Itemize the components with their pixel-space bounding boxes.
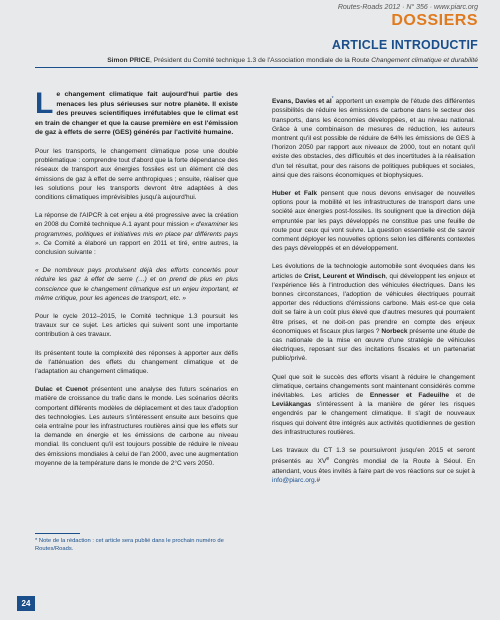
paragraph-text: et de [448,392,475,400]
paragraph: Pour les transports, le changement climatique pose une double problématique : comprendre tout d'abord que la forte dépendance des réseaux de transport aux énergies fossiles est un élément clé des émissions de gaz à effet de serre anthropiques ; ensuite, réaliser que les solutions pour les transports devront être adaptées à des conditions climatiques imprévisibles jusqu'à aujourd'hui. [35,147,238,201]
author-names: Norbeck [381,327,408,335]
paragraph-text: . Ce Comité a élaboré un rapport en 2011 et tiré, entre autres, la conclusion suivante : [35,239,238,256]
byline-role: , Président du Comité technique 1.3 de l'Association mondiale de la Route [149,57,372,64]
paragraph-text: pensent que nous devons envisager de nouvelles options pour la mobilité et les infrastructures de transport dans une société aux énergies post-fossiles. Ils soulignent que la direction déjà empruntée par les pays développés ne constitue pas une feuille de route pour ceux qui vont suivre. La question essentielle est de savoir comment déployer les nouvelles options selon les différents contextes des pays développés et en développement. [272,190,475,253]
paragraph-text: , qui développent les enjeux et l'expérience liés à l'introduction des véhicules électriques. Dans les bonnes circonstances, l'adoption de véhicules électriques pourrait apporter des réductions d'émissions carbone. Mais est-ce que cela doit se faire à un coût plus élevé que d'autres mesures qui pourraient être prises, et ne doit-on pas prendre en compte des enjeux économiques et fiscaux plus larges ? [272,272,475,335]
right-column [272,95,475,494]
footnote [35,538,245,554]
author-names: Ennesser et Fadeuilhe [369,392,449,400]
paragraph-text: Quel que soit le succès des efforts visant à réduire le changement climatique, certains changements sont maintenant considérés comme inévitables. Les articles de [272,373,475,400]
paragraph [272,189,475,253]
journal-issue-line: Routes-Roads 2012 · N° 356 · www.piarc.org [337,4,478,11]
footnote-text: Note de la rédaction : cet article sera publié dans le prochain numéro de Routes/Roads. [35,538,224,552]
paragraph [272,446,475,485]
left-column [35,87,239,477]
paragraph-text: .# [314,476,321,484]
paragraph-text: apportent un exemple de l'étude des différentes possibilités de réduire les émissions de carbone dans le secteur des transports, dans les économies développées, et au niveau national. Grâce à une combinaison de mesures de réduction, les auteurs montrent qu'il est possible de réduire de 64% les émissions de GES à l'horizon 2050 par rapport aux niveaux de 2000, tout en notant qu'il existe des obstacles, des difficultés et des incertitudes à la réalisation d'un tel résultat, pour des raisons de politiques publiques et sociales, ainsi que des raisons économiques et biophysiques. [272,98,475,179]
email-link[interactable]: info@piarc.org [272,476,315,484]
author-names: Evans, Davies et al [272,98,332,106]
paragraph-text: s'intéressent à la manière de gérer les risques engendrés par le changement climatique. Il s'agit de nouveaux risques qui doivent être intégrés aux activités quotidiennes de gestion des infrastructures routières. [272,401,475,436]
drop-cap: L [35,87,54,120]
author-names: Crist, Leurent et Windisch [304,272,386,280]
byline-divider [35,67,478,68]
section-title: DOSSIERS [391,12,478,29]
paragraph [272,95,475,180]
article-title: ARTICLE INTRODUCTIF [331,38,478,52]
paragraph-text: Les travaux du CT 1.3 se poursuivront jusqu'en 2015 et seront présentés au XV [272,447,475,466]
byline-committee-topic: Changement climatique et durabilité [371,57,478,64]
byline-author: Simon PRICE [107,57,150,64]
paragraph [35,385,238,468]
block-quote: « De nombreux pays produisent déjà des efforts concertés pour réduire les gaz à effet de serre (…) et on prend de plus en plus conscience que le changement climatique est un enjeu important, et même critique, pour les agences de transport, etc. » [35,267,238,302]
paragraph [272,262,475,363]
paragraph [272,373,475,437]
masthead [338,4,478,30]
paragraph [35,211,238,257]
paragraph-text: Les évolutions de la technologie automobile sont évoquées dans les articles de [272,263,475,280]
footnote-marker: * [35,538,38,544]
author-names: Huber et Falk [272,190,318,197]
inline-quote: « d'examiner les programmes, politiques et initiatives mis en place par différents pays » [35,221,239,247]
paragraph-text: présente une étude de cas nationale de la mise en œuvre d'une stratégie de véhicules électriques, reposant sur des incitations fiscales et un partenariat public/privé. [272,327,475,363]
footnote-marker: * [331,96,334,102]
lead-paragraph [35,87,238,138]
paragraph: Pour le cycle 2012–2015, le Comité technique 1.3 poursuit les travaux sur ce sujet. Les articles qui suivent sont une importante contribution à ces travaux. [35,313,238,339]
paragraph-text: Congrès mondial de la Route à Séoul. En attendant, vous êtes invités à faire part de vos réactions sur ce sujet à [272,458,475,475]
superscript: e [326,456,330,463]
paragraph: Ils présentent toute la complexité des réponses à apporter aux défis de l'atténuation des effets du changement climatique et de l'adaptation au changement climatique. [35,349,238,376]
page-number: 24 [17,596,35,611]
author-names: Leviäkangas [272,401,312,409]
paragraph-text: La réponse de l'AIPCR à cet enjeu a été progressive avec la création en 2008 du Comité technique A.1 ayant pour mission [35,212,238,229]
paragraph-text: présentent une analyse des futurs scénarios en matière de croissance du trafic dans le monde. Les scénarios décrits comportent différents modèles de déplacement et des taux d'adoption des technologies. Les auteurs s'intéressent ensuite aux besoins que cela entraîne pour les infrastructures routières ainsi que les effets sur la demande en énergie et les émissions de carbone au niveau mondial. Ils concluent qu'il est toujours possible de réduire le niveau des émissions mondiales à celui de l'an 2000, avec une augmentation moyenne de la température dans le monde de 2°C vers 2050. [35,386,239,467]
author-names: Dulac et Cuenot [35,386,88,394]
byline [35,57,478,64]
footnote-divider [35,533,80,534]
lead-text: e changement climatique fait aujourd'hui partie des menaces les plus sérieuses sur notre planète. Il existe des preuves scientifiques irréfutables que le climat est en train de changer et que la cause première en est l'émission de gaz à effets de serre (GES) générés par l'activité humaine. [35,91,238,137]
